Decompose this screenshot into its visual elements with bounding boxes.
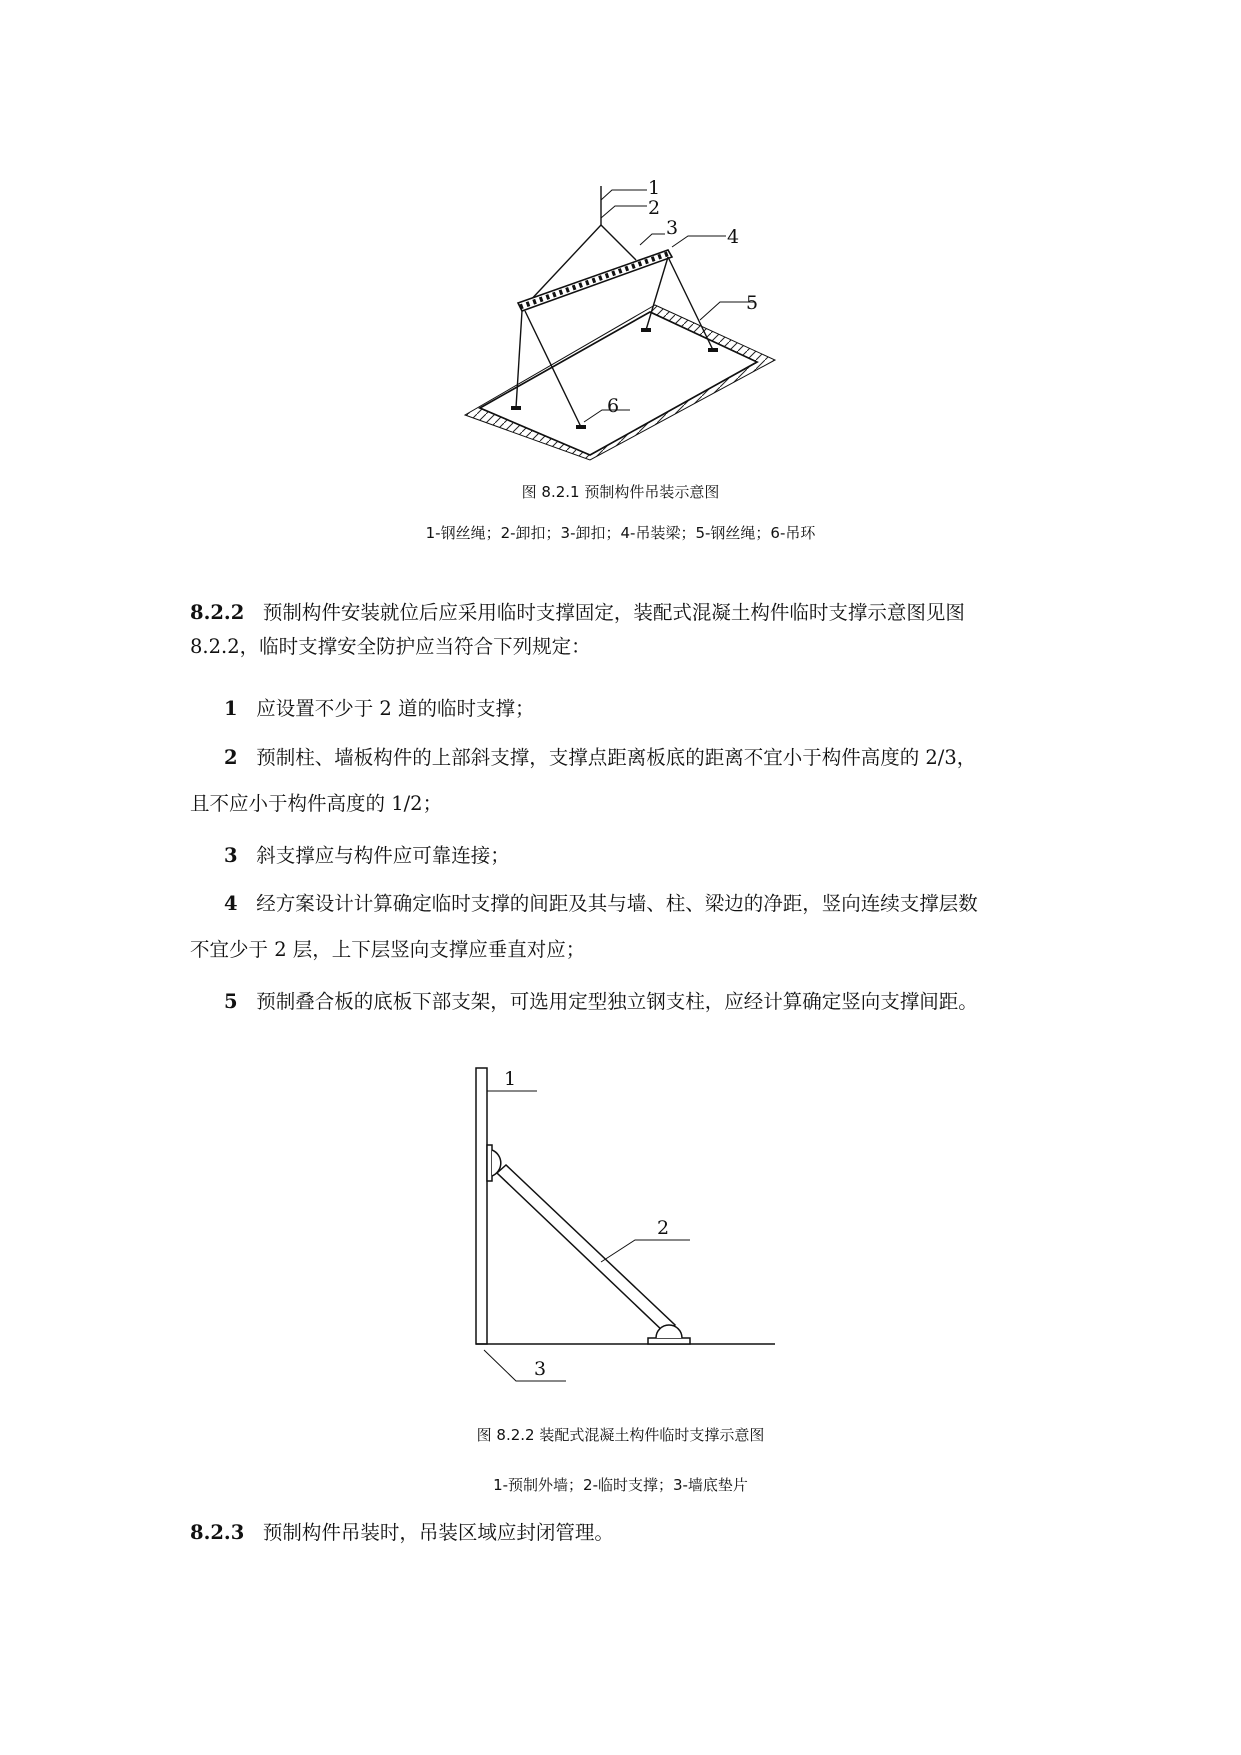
intro-line1: 预制构件安装就位后应采用临时支撑固定，装配式混凝土构件临时支撑示意图见图 [262,601,965,624]
item-text: 经方案设计计算确定临时支撑的间距及其与墙、柱、梁边的净距，竖向连续支撑层数 [256,892,978,915]
figure1-caption: 图 8.2.1 预制构件吊装示意图 [521,483,720,501]
item-number: 4 [224,892,238,915]
figure-temporary-support-diagram [0,1060,1241,1400]
item-4 [190,887,1060,967]
intro-line2: 8.2.2，临时支撑安全防护应当符合下列规定： [190,635,591,658]
item-3 [190,839,1094,873]
section-823 [190,1516,1060,1550]
section-number: 8.2.2 [190,601,245,624]
fig2-label-3: 3 [534,1358,547,1380]
item-number: 1 [224,697,238,720]
fig1-label-4: 4 [727,226,740,248]
precast-wall [476,1068,487,1344]
item-text: 斜支撑应与构件应可靠连接； [256,844,510,867]
figure1-legend: 1-钢丝绳；2-卸扣；3-卸扣；4-吊装梁；5-钢丝绳；6-吊环 [425,524,816,542]
fig1-label-3: 3 [666,217,679,239]
item-number: 3 [224,844,238,867]
diagonal-brace [497,1165,675,1333]
fig1-label-6: 6 [607,395,620,417]
figure2-caption: 图 8.2.2 装配式混凝土构件临时支撑示意图 [476,1426,765,1444]
item-text-cont: 不宜少于 2 层，上下层竖向支撑应垂直对应； [190,938,586,961]
item-number: 2 [224,746,238,769]
item-5 [190,985,1094,1019]
ground-plate [465,305,775,460]
item-1 [190,692,1094,726]
fig1-label-5: 5 [746,292,759,314]
fig1-label-1: 1 [648,177,661,199]
leader-3 [484,1350,566,1381]
section-822-intro [190,596,1060,664]
item-text-cont: 且不应小于构件高度的 1/2； [190,792,443,815]
fig2-label-2: 2 [657,1217,670,1239]
item-text: 预制柱、墙板构件的上部斜支撑，支撑点距离板底的距离不宜小于构件高度的 2/3， [256,746,977,769]
figure-lifting-diagram [0,170,1241,470]
item-number: 5 [224,990,238,1013]
figure2-legend: 1-预制外墙；2-临时支撑；3-墙底垫片 [493,1476,748,1494]
item-2 [190,741,1060,821]
fig2-label-1: 1 [504,1068,517,1090]
item-text: 应设置不少于 2 道的临时支撑； [256,697,535,720]
lifting-beam [518,250,672,311]
lower-pad [648,1338,690,1344]
fig1-label-2: 2 [648,197,661,219]
section-number: 8.2.3 [190,1521,245,1544]
upper-plate [487,1145,492,1181]
section-823-text: 预制构件吊装时，吊装区域应封闭管理。 [262,1521,614,1544]
item-text: 预制叠合板的底板下部支架，可选用定型独立钢支柱，应经计算确定竖向支撑间距。 [256,990,978,1013]
leader-2 [601,1240,690,1262]
